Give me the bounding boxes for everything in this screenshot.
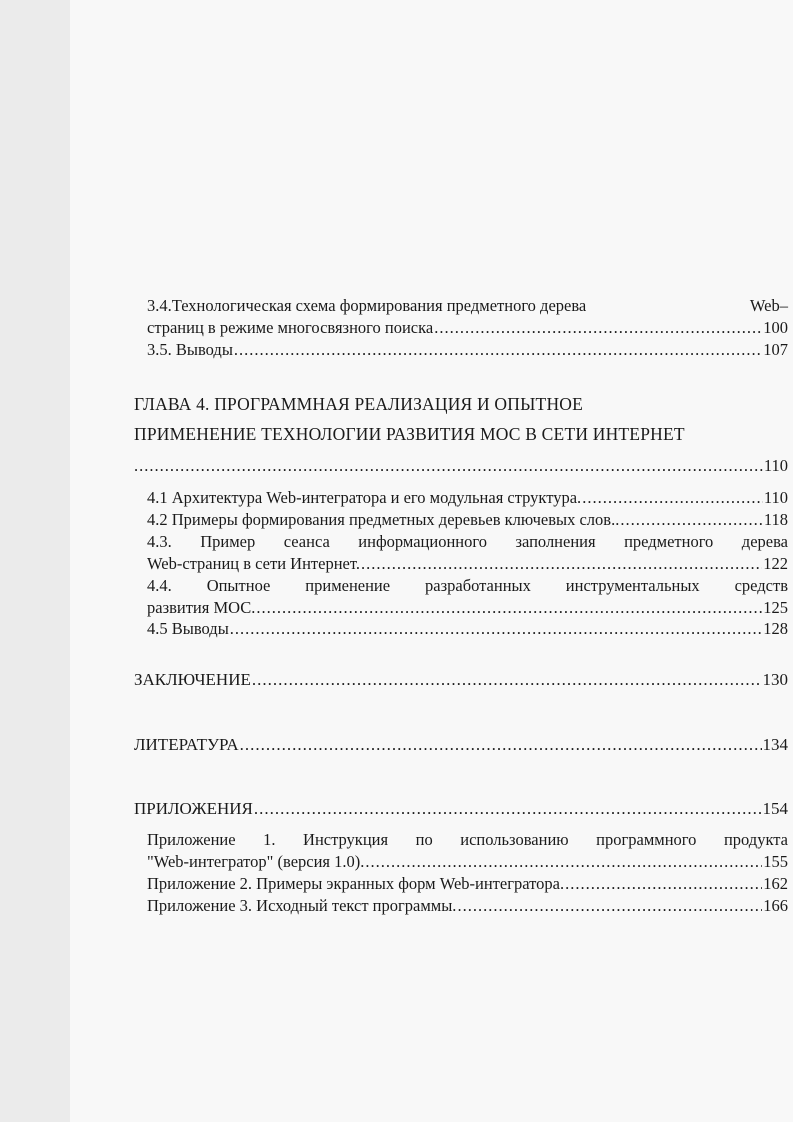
dot-leader [565,874,762,894]
toc-entry-text: 4.5 Выводы [147,619,229,638]
toc-entry-literature [134,735,788,755]
toc-page-number: 122 [763,554,788,573]
toc-entry-text: развития МОС. [147,598,256,617]
toc-entry-chapter-4 [134,456,788,476]
toc-page-number: 100 [763,318,788,337]
toc-entry-text: Приложение 2. Примеры экранных форм Web-интегратора. [147,874,565,893]
toc-entry-text: ПРИЛОЖЕНИЯ [134,799,253,818]
toc-entry-text: Web-страниц в сети Интернет. [147,554,360,573]
toc-page-number: 125 [763,598,788,617]
toc-entry-text: 4.1 Архитектура Web-интегратора и его модульная структура. [147,488,582,507]
toc-entry-4-4-line1 [147,576,788,596]
toc-entry-appendix-2 [147,874,788,894]
toc-page-number: 162 [763,874,788,893]
toc-entry-text: "Web-интегратор" (версия 1.0). [147,852,365,871]
toc-entry-3-4-line2 [147,318,788,338]
dot-leader [457,896,762,916]
toc-entry-text: Приложение 1. Инструкция по использованию программного продукта [147,830,788,849]
dot-leader [620,510,763,530]
toc-page-number: 134 [762,735,788,754]
toc-entry-3-5 [147,340,788,360]
toc-entry-text: Приложение 3. Исходный текст программы. [147,896,457,915]
toc-page-number: 118 [763,510,788,529]
chapter-4-heading-line2: ПРИМЕНЕНИЕ ТЕХНОЛОГИИ РАЗВИТИЯ МОС В СЕТИ ИНТЕРНЕТ [134,424,685,444]
toc-page-number: 154 [762,799,788,818]
toc-entry-4-3-line1 [147,532,788,552]
dot-leader [230,619,762,639]
scan-margin [0,0,70,1122]
toc-entry-4-2 [147,510,788,530]
toc-entry-4-4-line2 [147,598,788,618]
toc-entry-3-4-line1 [147,296,788,316]
dot-leader [254,799,762,819]
toc-entry-appendices [134,799,788,819]
dot-leader [240,735,762,755]
toc-entry-text: 4.2 Примеры формирования предметных деревьев ключевых слов.. [147,510,620,529]
toc-entry-text: 3.5. Выводы [147,340,233,359]
toc-entry-text: 4.3. Пример сеанса информационного заполнения предметного дерева [147,532,788,551]
toc-entry-4-5 [147,619,788,639]
toc-entry-appendix-1-line2 [147,852,788,872]
dot-leader [365,852,762,872]
toc-entry-appendix-1-line1 [147,830,788,850]
toc-entry-text: 4.4. Опытное применение разработанных инструментальных средств [147,576,788,595]
toc-entry-text: ЗАКЛЮЧЕНИЕ [134,670,251,689]
toc-entry-text: 3.4.Технологическая схема формирования предметного дерева [147,296,587,315]
toc-entry-text: страниц в режиме многосвязного поиска [147,318,434,337]
document-page [70,0,793,1122]
toc-page-number: 110 [763,456,788,475]
dot-leader [434,318,762,338]
toc-entry-text-tail: Web– [749,296,788,315]
toc-entry-text: ЛИТЕРАТУРА [134,735,239,754]
dot-leader [582,488,763,508]
toc-page-number: 130 [762,670,788,689]
toc-page-number: 128 [763,619,788,638]
dot-leader [361,554,762,574]
dot-leader [134,456,763,476]
toc-page-number: 155 [763,852,788,871]
table-of-contents [70,0,793,1122]
toc-page-number: 110 [763,488,788,507]
dot-leader [234,340,762,360]
dot-leader [256,598,762,618]
toc-page-number: 166 [763,896,788,915]
toc-entry-4-3-line2 [147,554,788,574]
toc-entry-appendix-3 [147,896,788,916]
toc-entry-4-1 [147,488,788,508]
toc-entry-conclusion [134,670,788,690]
dot-leader [252,670,762,690]
toc-page-number: 107 [763,340,788,359]
chapter-4-heading-line1: ГЛАВА 4. ПРОГРАММНАЯ РЕАЛИЗАЦИЯ И ОПЫТНОЕ [134,394,584,414]
